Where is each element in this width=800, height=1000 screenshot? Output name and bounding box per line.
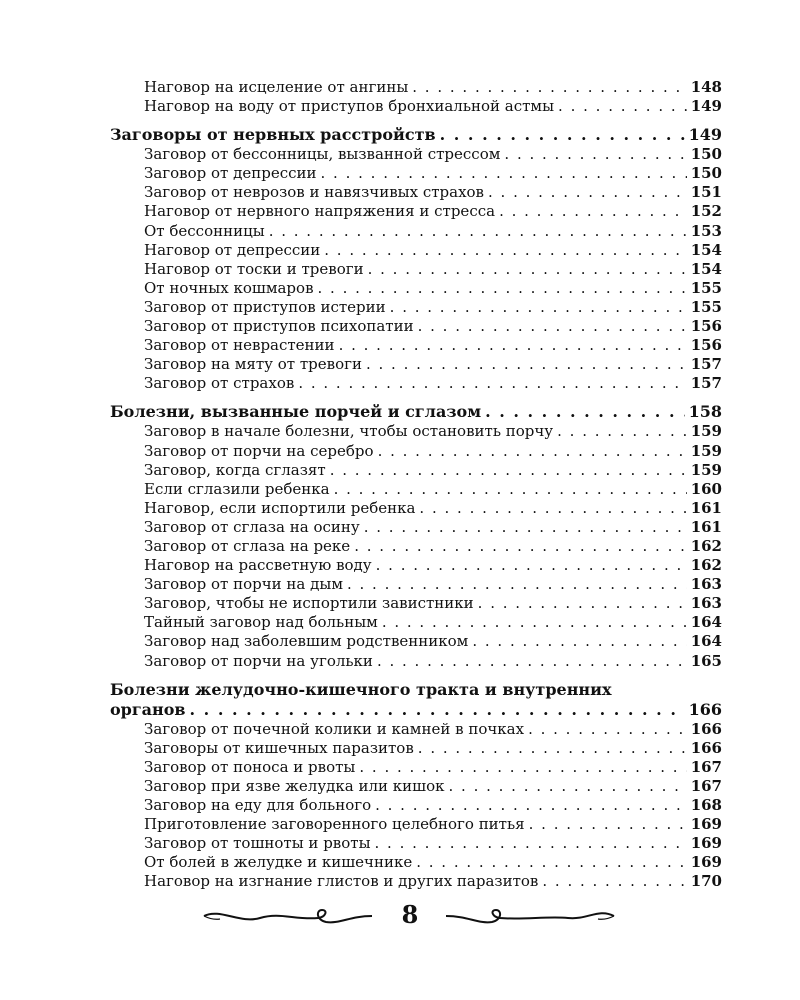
toc-entry bbox=[110, 758, 722, 777]
dot-leader bbox=[334, 480, 687, 499]
dot-leader bbox=[488, 183, 687, 202]
toc-entry-page: 170 bbox=[690, 872, 722, 891]
dot-leader bbox=[324, 241, 686, 260]
toc-section-title: Болезни, вызванные порчей и сглазом bbox=[110, 402, 482, 422]
toc-entry-title: Заговоры от кишечных паразитов bbox=[144, 738, 414, 757]
toc-entry bbox=[110, 374, 722, 393]
dot-leader bbox=[378, 442, 687, 461]
toc-entry bbox=[110, 317, 722, 336]
dot-leader bbox=[440, 125, 685, 145]
toc-section-page: 158 bbox=[688, 402, 722, 422]
toc-entry-page: 162 bbox=[690, 556, 722, 575]
page-number: 8 bbox=[401, 900, 419, 929]
dot-leader bbox=[376, 556, 687, 575]
toc-entry bbox=[110, 739, 722, 758]
toc-entry-title: Заговор от неврозов и навязчивых страхов bbox=[144, 183, 484, 202]
toc-entry-title: Если сглазили ребенка bbox=[144, 479, 330, 498]
toc-entry-page: 157 bbox=[690, 374, 722, 393]
toc-entry-title: Наговор на рассветную воду bbox=[144, 556, 372, 575]
toc-entry-page: 167 bbox=[690, 757, 722, 776]
dot-leader bbox=[190, 700, 685, 720]
toc-entry-title: Заговор от неврастении bbox=[144, 336, 335, 355]
toc-entry bbox=[110, 222, 722, 241]
page-footer bbox=[200, 898, 620, 938]
dot-leader bbox=[375, 834, 687, 853]
toc-entry bbox=[110, 632, 722, 651]
toc-entry bbox=[110, 556, 722, 575]
toc-entry-page: 152 bbox=[690, 202, 722, 221]
toc-entry bbox=[110, 336, 722, 355]
toc-entry-title: Наговор на воду от приступов бронхиальной астмы bbox=[144, 97, 555, 116]
toc-entry-title: Заговор на еду для больного bbox=[144, 796, 372, 814]
toc-entry-page: 149 bbox=[690, 97, 722, 116]
dot-leader bbox=[529, 815, 687, 834]
toc-entry bbox=[110, 499, 722, 518]
toc-entry-title: Заговор, когда сглазят bbox=[144, 460, 326, 479]
toc-entry-title: Заговор на мяту от тревоги bbox=[144, 355, 362, 374]
dot-leader bbox=[377, 652, 687, 671]
toc-entry bbox=[110, 613, 722, 632]
toc-entry-title: От болей в желудке и кишечнике bbox=[144, 853, 413, 872]
toc-entry-title: Наговор от тоски и тревоги bbox=[144, 259, 364, 278]
dot-leader bbox=[418, 317, 687, 336]
toc-entry bbox=[110, 260, 722, 279]
toc-entry-page: 159 bbox=[690, 422, 722, 441]
toc-entry bbox=[110, 78, 722, 97]
toc-entry-page: 162 bbox=[690, 536, 722, 555]
toc-entry-page: 167 bbox=[690, 776, 722, 795]
right-flourish-ornament bbox=[438, 904, 618, 930]
toc-entry bbox=[110, 853, 722, 872]
toc-entry bbox=[110, 202, 722, 221]
dot-leader bbox=[418, 739, 687, 758]
toc-section-heading bbox=[110, 700, 722, 720]
toc-entry-page: 163 bbox=[690, 594, 722, 613]
toc-entry bbox=[110, 97, 722, 116]
dot-leader bbox=[375, 796, 687, 815]
toc-entry-page: 164 bbox=[690, 632, 722, 651]
toc-entry bbox=[110, 279, 722, 298]
dot-leader bbox=[558, 97, 687, 116]
toc-entry-title: Заговор от порчи на угольки bbox=[144, 651, 373, 670]
toc-entry-page: 165 bbox=[690, 651, 722, 670]
dot-leader bbox=[298, 374, 686, 393]
toc-entry-title: Заговор от тошноты и рвоты bbox=[144, 834, 371, 853]
toc-entry-page: 161 bbox=[690, 517, 722, 536]
toc-entry-title: Заговор от порчи на дым bbox=[144, 575, 343, 594]
toc-entry-page: 166 bbox=[690, 719, 722, 738]
toc-entry-title: Заговор, чтобы не испортили завистники bbox=[144, 594, 474, 613]
dot-leader bbox=[390, 298, 687, 317]
toc-section-heading bbox=[110, 125, 722, 145]
toc-entry bbox=[110, 575, 722, 594]
toc-entry bbox=[110, 872, 722, 891]
toc-entry-title: От ночных кошмаров bbox=[144, 278, 314, 297]
dot-leader bbox=[478, 594, 687, 613]
toc-section-heading bbox=[110, 402, 722, 422]
toc-section-page: 166 bbox=[688, 699, 722, 719]
dot-leader bbox=[364, 518, 687, 537]
toc-entry bbox=[110, 355, 722, 374]
toc-entry-title: Заговор от бессонницы, вызванной стрессом bbox=[144, 145, 501, 164]
toc-section-title-line1: Болезни желудочно-кишечного тракта и внутренних bbox=[110, 679, 612, 699]
toc-entry-title: Заговор от порчи на серебро bbox=[144, 441, 374, 460]
toc-entry-page: 154 bbox=[690, 240, 722, 259]
dot-leader bbox=[321, 164, 687, 183]
toc-entry-page: 169 bbox=[690, 834, 722, 853]
dot-leader bbox=[366, 355, 687, 374]
dot-leader bbox=[416, 853, 686, 872]
dot-leader bbox=[382, 613, 687, 632]
dot-leader bbox=[330, 461, 687, 480]
toc-entry-page: 157 bbox=[690, 355, 722, 374]
toc-entry-page: 154 bbox=[690, 259, 722, 278]
toc-entry-page: 151 bbox=[690, 183, 722, 202]
toc-entry bbox=[110, 777, 722, 796]
toc-entry-page: 164 bbox=[690, 613, 722, 632]
dot-leader bbox=[504, 145, 686, 164]
toc-section-title: Заговоры от нервных расстройств bbox=[110, 125, 436, 145]
table-of-contents bbox=[110, 78, 722, 891]
toc-entry-page: 159 bbox=[690, 460, 722, 479]
dot-leader bbox=[354, 537, 687, 556]
toc-entry-page: 168 bbox=[690, 796, 722, 814]
toc-entry bbox=[110, 241, 722, 260]
toc-entry-title: Заговор при язве желудка или кишок bbox=[144, 776, 445, 795]
toc-entry bbox=[110, 422, 722, 441]
toc-entry-page: 148 bbox=[690, 78, 722, 96]
toc-entry-title: Наговор от депрессии bbox=[144, 240, 321, 259]
toc-entry-page: 156 bbox=[690, 317, 722, 336]
toc-entry-title: Приготовление заговоренного целебного питья bbox=[144, 815, 525, 834]
dot-leader bbox=[557, 422, 687, 441]
toc-entry-page: 155 bbox=[690, 278, 722, 297]
left-flourish-ornament bbox=[200, 904, 380, 930]
toc-entry-page: 169 bbox=[690, 853, 722, 872]
toc-entry bbox=[110, 480, 722, 499]
toc-entry bbox=[110, 145, 722, 164]
toc-entry bbox=[110, 442, 722, 461]
toc-entry-page: 159 bbox=[690, 441, 722, 460]
toc-entry bbox=[110, 796, 722, 815]
toc-entry-title: Заговор от приступов психопатии bbox=[144, 317, 414, 336]
toc-entry bbox=[110, 815, 722, 834]
dot-leader bbox=[472, 632, 686, 651]
toc-entry-title: Заговор от приступов истерии bbox=[144, 297, 386, 316]
toc-entry bbox=[110, 720, 722, 739]
toc-entry bbox=[110, 164, 722, 183]
toc-entry-title: Заговор от поноса и рвоты bbox=[144, 757, 356, 776]
dot-leader bbox=[485, 402, 684, 422]
toc-entry-title: Наговор на исцеление от ангины bbox=[144, 78, 409, 96]
toc-entry-title: Заговор от сглаза на реке bbox=[144, 536, 351, 555]
toc-entry-page: 156 bbox=[690, 336, 722, 355]
toc-entry-page: 166 bbox=[690, 738, 722, 757]
toc-entry bbox=[110, 461, 722, 480]
toc-entry-page: 150 bbox=[690, 145, 722, 164]
dot-leader bbox=[347, 575, 687, 594]
dot-leader bbox=[499, 202, 687, 221]
dot-leader bbox=[318, 279, 687, 298]
toc-entry-title: От бессонницы bbox=[144, 221, 265, 240]
dot-leader bbox=[528, 720, 687, 739]
toc-entry-title: Заговор над заболевшим родственником bbox=[144, 632, 469, 651]
toc-entry bbox=[110, 298, 722, 317]
toc-entry bbox=[110, 652, 722, 671]
dot-leader bbox=[412, 78, 686, 97]
toc-entry-page: 155 bbox=[690, 297, 722, 316]
dot-leader bbox=[368, 260, 687, 279]
toc-entry bbox=[110, 834, 722, 853]
toc-entry-title: Заговор от сглаза на осину bbox=[144, 517, 360, 536]
toc-entry-page: 153 bbox=[690, 221, 722, 240]
toc-entry-title: Заговор от депрессии bbox=[144, 164, 317, 183]
toc-section-title-line2: органов bbox=[110, 699, 186, 719]
dot-leader bbox=[542, 872, 686, 891]
dot-leader bbox=[359, 758, 686, 777]
toc-entry-page: 161 bbox=[690, 498, 722, 517]
toc-entry-title: Наговор от нервного напряжения и стресса bbox=[144, 202, 496, 221]
toc-entry-page: 169 bbox=[690, 815, 722, 834]
toc-entry-title: Заговор от страхов bbox=[144, 374, 295, 393]
toc-entry-title: Заговор в начале болезни, чтобы остановить порчу bbox=[144, 422, 554, 441]
dot-leader bbox=[339, 336, 687, 355]
dot-leader bbox=[449, 777, 687, 796]
toc-entry-title: Тайный заговор над больным bbox=[144, 613, 378, 632]
toc-entry-page: 150 bbox=[690, 164, 722, 183]
dot-leader bbox=[269, 222, 687, 241]
toc-entry bbox=[110, 594, 722, 613]
toc-entry-title: Наговор на изгнание глистов и других паразитов bbox=[144, 872, 539, 891]
toc-entry bbox=[110, 537, 722, 556]
toc-entry-page: 163 bbox=[690, 575, 722, 594]
toc-section-page: 149 bbox=[688, 125, 722, 145]
toc-entry-title: Наговор, если испортили ребенка bbox=[144, 498, 416, 517]
toc-entry bbox=[110, 518, 722, 537]
toc-entry bbox=[110, 183, 722, 202]
dot-leader bbox=[419, 499, 686, 518]
toc-entry-page: 160 bbox=[690, 479, 722, 498]
toc-entry-title: Заговор от почечной колики и камней в почках bbox=[144, 719, 525, 738]
